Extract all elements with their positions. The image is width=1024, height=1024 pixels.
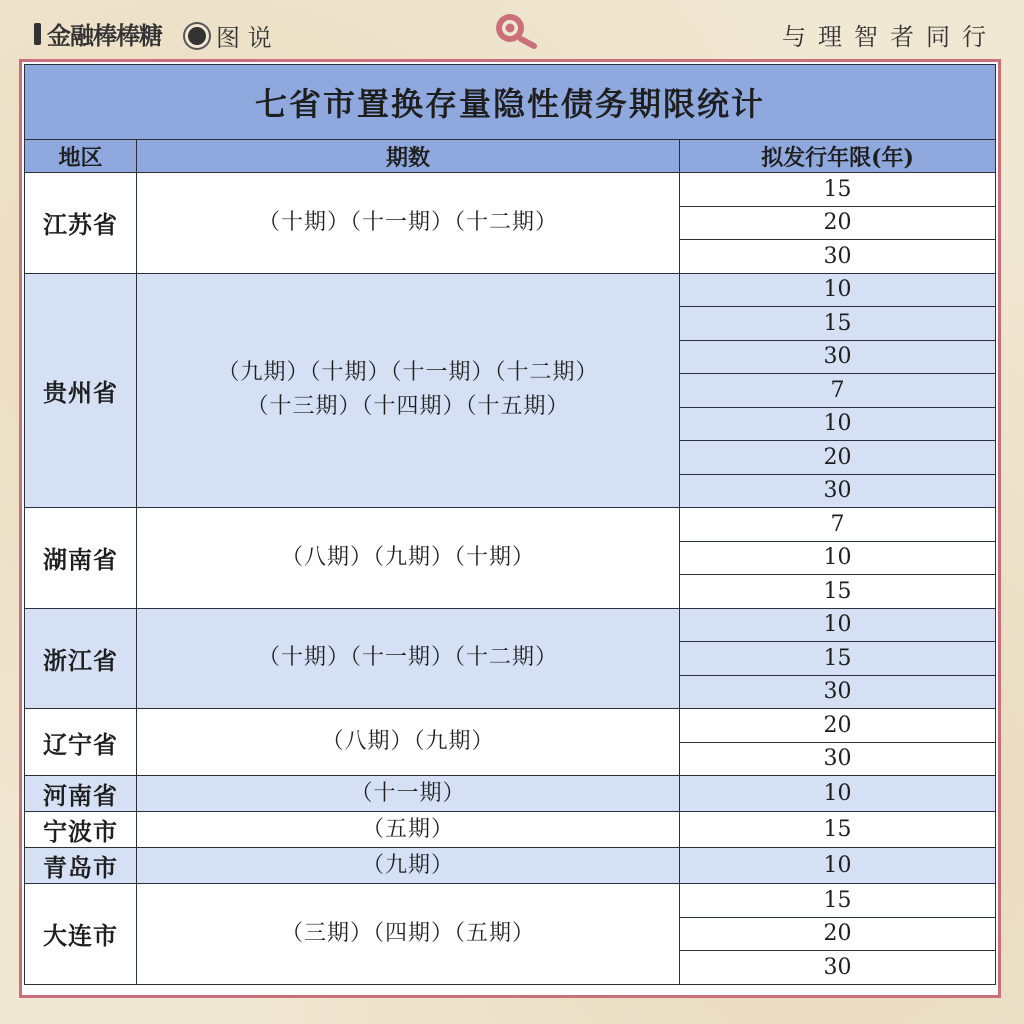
term-years-cell: 30 [680, 240, 996, 274]
term-years-cell: 30 [680, 742, 996, 776]
periods-cell [137, 608, 680, 709]
periods-line: （十一期） [350, 780, 466, 806]
term-years-cell: 10 [680, 776, 996, 812]
periods-cell [137, 508, 680, 609]
periods-line: （八期）（九期）（十期） [280, 544, 535, 570]
debt-term-table [24, 64, 996, 985]
term-years-cell: 20 [680, 917, 996, 951]
term-years-cell: 30 [680, 675, 996, 709]
term-years-cell: 15 [680, 307, 996, 341]
table-title: 七省市置换存量隐性债务期限统计 [25, 65, 996, 140]
term-years-cell: 15 [680, 173, 996, 207]
table-row [25, 884, 996, 918]
term-years-cell: 15 [680, 575, 996, 609]
periods-cell [137, 273, 680, 508]
table-frame [19, 59, 1001, 998]
periods-cell [137, 776, 680, 812]
term-years-cell: 20 [680, 206, 996, 240]
top-bar [0, 0, 1024, 60]
term-years-cell: 30 [680, 951, 996, 985]
periods-line: （十期）（十一期）（十二期） [257, 209, 558, 235]
periods-line: （九期） [361, 852, 454, 878]
term-years-cell: 20 [680, 709, 996, 743]
periods-line: （三期）（四期）（五期） [280, 920, 535, 946]
brand-name: 金融棒棒糖 [47, 22, 162, 50]
term-years-cell: 7 [680, 508, 996, 542]
table-row [25, 709, 996, 743]
region-cell: 宁波市 [25, 812, 137, 848]
magnifier-icon [490, 10, 542, 50]
periods-line: （十期）（十一期）（十二期） [257, 645, 558, 671]
term-years-cell: 10 [680, 541, 996, 575]
table-row [25, 776, 996, 812]
region-cell: 大连市 [25, 884, 137, 985]
periods-cell [137, 709, 680, 776]
slogan: 与理智者同行 [782, 23, 998, 51]
table-row [25, 812, 996, 848]
term-years-cell: 7 [680, 374, 996, 408]
region-cell: 青岛市 [25, 848, 137, 884]
periods-cell [137, 812, 680, 848]
term-years-cell: 20 [680, 441, 996, 475]
term-years-cell: 15 [680, 884, 996, 918]
section-label [188, 18, 272, 53]
column-header-years: 拟发行年限(年) [680, 140, 996, 173]
periods-line: （五期） [361, 816, 454, 842]
periods-line: （九期）（十期）（十一期）（十二期） [217, 360, 599, 386]
periods-cell [137, 848, 680, 884]
table-row [25, 173, 996, 207]
periods-cell [137, 173, 680, 274]
brand-mark-icon [34, 23, 41, 45]
term-years-cell: 10 [680, 608, 996, 642]
section-text: 图 说 [216, 24, 272, 52]
region-cell: 浙江省 [25, 608, 137, 709]
table-row [25, 848, 996, 884]
table-row [25, 273, 996, 307]
term-years-cell: 30 [680, 340, 996, 374]
term-years-cell: 10 [680, 848, 996, 884]
region-cell: 辽宁省 [25, 709, 137, 776]
term-years-cell: 15 [680, 642, 996, 676]
region-cell: 江苏省 [25, 173, 137, 274]
column-header-region: 地区 [25, 140, 137, 173]
term-years-cell: 30 [680, 474, 996, 508]
table-row [25, 608, 996, 642]
region-cell: 贵州省 [25, 273, 137, 508]
term-years-cell: 15 [680, 812, 996, 848]
region-cell: 湖南省 [25, 508, 137, 609]
term-years-cell: 10 [680, 407, 996, 441]
record-dot-icon [188, 27, 206, 45]
column-header-periods: 期数 [137, 140, 680, 173]
periods-line: （八期）（九期） [321, 729, 495, 754]
table-row [25, 508, 996, 542]
periods-cell [137, 884, 680, 985]
brand-logo [34, 16, 162, 51]
periods-line: （十三期）（十四期）（十五期） [246, 394, 570, 420]
region-cell: 河南省 [25, 776, 137, 812]
term-years-cell: 10 [680, 273, 996, 307]
